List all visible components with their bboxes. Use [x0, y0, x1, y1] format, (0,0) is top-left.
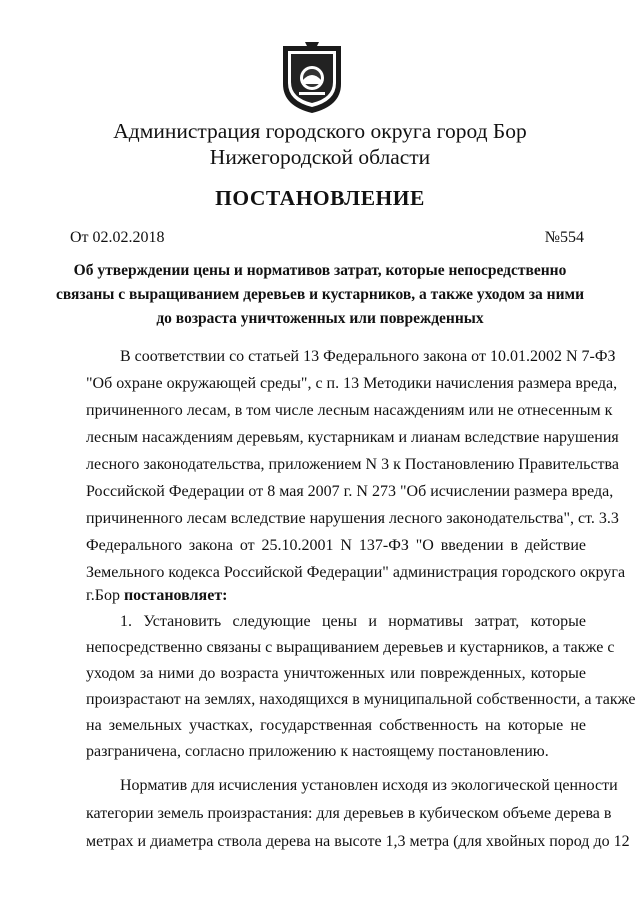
para1-line: В соответствии со статьей 13 Федерального закона от 10.01.2002 N 7-ФЗ: [120, 348, 616, 365]
document-date: От 02.02.2018: [70, 229, 165, 246]
issuer-line-2: Нижегородской области: [209, 145, 431, 169]
para1-line: Федерального закона от 25.10.2001 N 137-ФЗ "О введении в действие: [86, 537, 586, 554]
para2-line: непосредственно связаны с выращиванием деревьев и кустарников, а также с: [86, 639, 615, 656]
decree-keyword: постановляет:: [123, 587, 228, 604]
subject-line-1: Об утверждении цены и нормативов затрат, которые непосредственно: [73, 262, 567, 279]
para3-line: категории земель произрастания: для деревьев в кубическом объеме дерева в: [86, 805, 612, 822]
para1-line: причиненного лесам вследствие нарушения лесного законодательства", ст. 3.3: [86, 510, 619, 527]
para2-line: 1. Установить следующие цены и нормативы затрат, которые: [120, 613, 586, 630]
para1-line: Российской Федерации от 8 мая 2007 г. N 273 "Об исчислении размера вреда,: [86, 483, 614, 500]
subject-line-2: связаны с выращиванием деревьев и кустарников, а также уходом за ними: [55, 286, 585, 303]
subject-line-3: до возраста уничтоженных или поврежденных: [156, 310, 484, 327]
document-type-title: ПОСТАНОВЛЕНИЕ: [215, 186, 425, 210]
coat-of-arms-emblem: [279, 40, 345, 116]
para3-line: метрах и диаметра ствола дерева на высоте 1,3 метра (для хвойных пород до 12: [86, 833, 630, 850]
para2-line: на земельных участках, государственная собственность на которые не: [86, 717, 586, 734]
document-number: №554: [544, 229, 584, 246]
para1-line-last: [86, 586, 586, 606]
para3-line: Норматив для исчисления установлен исходя из экологической ценности: [120, 777, 618, 794]
para2-line-last: разграничена, согласно приложению к настоящему постановлению.: [86, 743, 549, 760]
para2-line: уходом за ними до возраста уничтоженных или поврежденных, которые: [86, 665, 586, 682]
issuer-line-1: Администрация городского округа город Бор: [113, 119, 527, 143]
para1-line: лесным насаждениям деревьям, кустарникам и лианам вследствие нарушения: [86, 429, 619, 446]
para1-line-plain: г.Бор: [86, 587, 124, 604]
para1-line: Земельного кодекса Российской Федерации" администрация городского округа: [86, 564, 626, 581]
para1-line: лесного законодательства, приложением N 3 к Постановлению Правительства: [86, 456, 619, 473]
para1-line: "Об охране окружающей среды", с п. 13 Методики начисления размера вреда,: [86, 375, 618, 392]
para1-line: причиненного лесам, в том числе лесным насаждениям или не отнесенным к: [86, 402, 613, 419]
para2-line: произрастают на землях, находящихся в муниципальной собственности, а также: [86, 691, 636, 708]
